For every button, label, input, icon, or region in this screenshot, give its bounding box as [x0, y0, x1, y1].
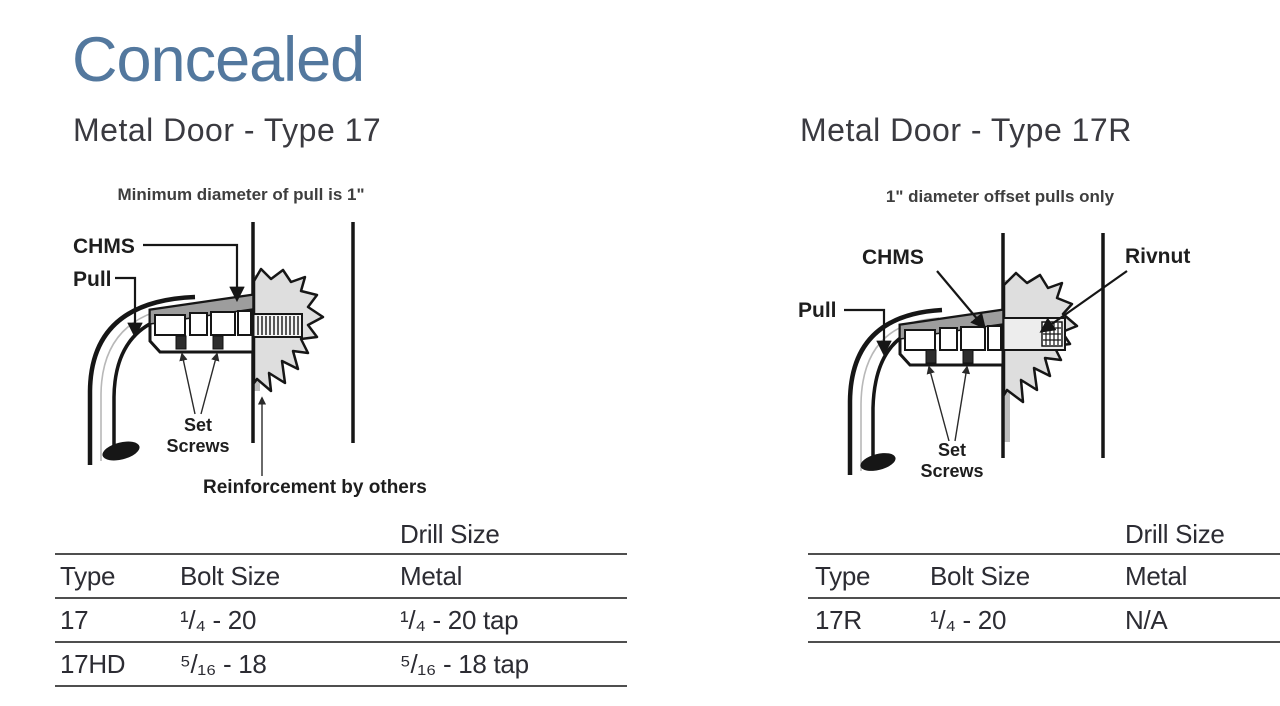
drill-size-header: Drill Size: [1125, 519, 1225, 549]
diagram-caption: Minimum diameter of pull is 1": [117, 185, 365, 204]
set-screws-label: Screws: [166, 436, 230, 456]
rivnut-label: Rivnut: [1125, 245, 1191, 268]
table-row: [55, 597, 627, 641]
set-screw: [963, 350, 973, 363]
right-section-heading: Metal Door - Type 17R: [800, 112, 1132, 148]
page-title: Concealed: [72, 25, 365, 95]
diagram-caption: 1" diameter offset pulls only: [885, 187, 1115, 206]
pull-label: Pull: [73, 268, 112, 291]
column-header-type: Type: [815, 560, 871, 591]
set-screws-arrow: [929, 367, 949, 441]
type17-diagram: [55, 183, 435, 503]
table-header-row: [55, 553, 627, 597]
left-section-heading: Metal Door - Type 17: [73, 112, 382, 148]
cell-metal: ¹/₄ - 20 tap: [400, 604, 519, 635]
cell-metal: N/A: [1125, 604, 1168, 635]
type17-spec-table: [55, 515, 627, 687]
rivnut-insert: [1003, 318, 1065, 350]
type17r-spec-table: [808, 515, 1280, 643]
column-header-metal: Metal: [1125, 560, 1188, 591]
cell-bolt-size: ¹/₄ - 20: [930, 604, 1007, 635]
set-screws-label: Set: [183, 415, 213, 435]
pull-label: Pull: [798, 299, 837, 322]
mounting-sleeve: [150, 295, 253, 352]
table-header-row: [808, 553, 1280, 597]
cell-type: 17HD: [60, 648, 126, 679]
cell-type: 17R: [815, 604, 862, 635]
mounting-sleeve: [900, 310, 1003, 365]
chms-label: CHMS: [862, 246, 924, 269]
set-screws-label: Screws: [920, 461, 984, 481]
set-screw: [176, 336, 186, 349]
reinforcement-label: Reinforcement by others: [203, 477, 427, 498]
threaded-stud: [253, 314, 302, 337]
column-header-bolt-size: Bolt Size: [180, 560, 280, 591]
cell-type: 17: [60, 604, 89, 635]
set-screws-arrow: [182, 354, 195, 414]
cell-bolt-size: ⁵/₁₆ - 18: [180, 648, 267, 679]
column-header-bolt-size: Bolt Size: [930, 560, 1030, 591]
table-row: [808, 597, 1280, 643]
set-screw: [213, 336, 223, 349]
cell-bolt-size: ¹/₄ - 20: [180, 604, 257, 635]
type17r-diagram: [790, 183, 1280, 513]
set-screws-arrow: [201, 354, 217, 414]
chms-label: CHMS: [73, 235, 135, 258]
set-screws-label: Set: [937, 440, 967, 460]
set-screws-arrow: [955, 367, 967, 441]
chms-leader-line: [143, 245, 237, 299]
door-cutout-blob: [1004, 273, 1077, 442]
drill-size-header: Drill Size: [400, 519, 500, 549]
set-screw: [926, 350, 936, 363]
cell-metal: ⁵/₁₆ - 18 tap: [400, 648, 529, 679]
column-header-type: Type: [60, 560, 116, 591]
table-row: [55, 641, 627, 687]
column-header-metal: Metal: [400, 560, 463, 591]
pull-leader-line: [115, 278, 135, 335]
